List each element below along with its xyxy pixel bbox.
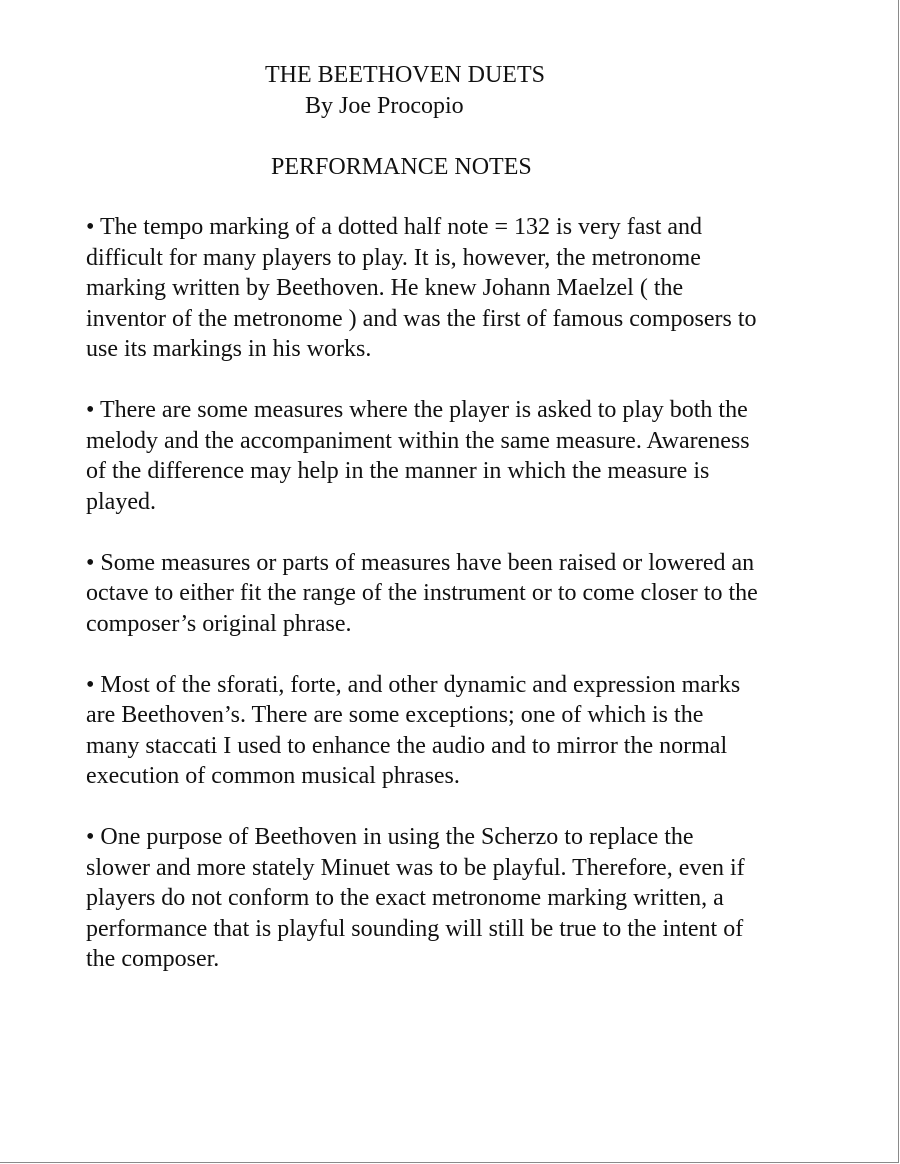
note-paragraph-5: • One purpose of Beethoven in using the Scherzo to replace the slower and more stately Minuet was to be playful. Therefore, even if players do not conform to the exact metronome marking written, a performance that is playful sounding will still be true to the intent of the composer. [86, 824, 745, 972]
author-byline: By Joe Procopio [305, 93, 464, 119]
note-paragraph-4: • Most of the sforati, forte, and other dynamic and expression marks are Beethoven’s. There are some exceptions; one of which is the many staccati I used to enhance the audio and to mirror the normal execution of common musical phrases. [86, 671, 741, 789]
note-paragraph-3: • Some measures or parts of measures have been raised or lowered an octave to either fit the range of the instrument or to come closer to the composer’s original phrase. [86, 549, 758, 637]
note-paragraph-1: • The tempo marking of a dotted half note = 132 is very fast and difficult for many players to play. It is, however, the metronome marking written by Beethoven. He knew Johann Maelzel ( the inventor of the metronome ) and was the first of famous composers to use its markings in his works. [86, 214, 757, 362]
section-heading: PERFORMANCE NOTES [271, 154, 532, 180]
document-title: THE BEETHOVEN DUETS [265, 62, 545, 88]
note-paragraph-2: • There are some measures where the player is asked to play both the melody and the accompaniment within the same measure. Awareness of the difference may help in the manner in which the measure is played. [86, 397, 750, 515]
performance-notes-list [86, 212, 846, 1005]
